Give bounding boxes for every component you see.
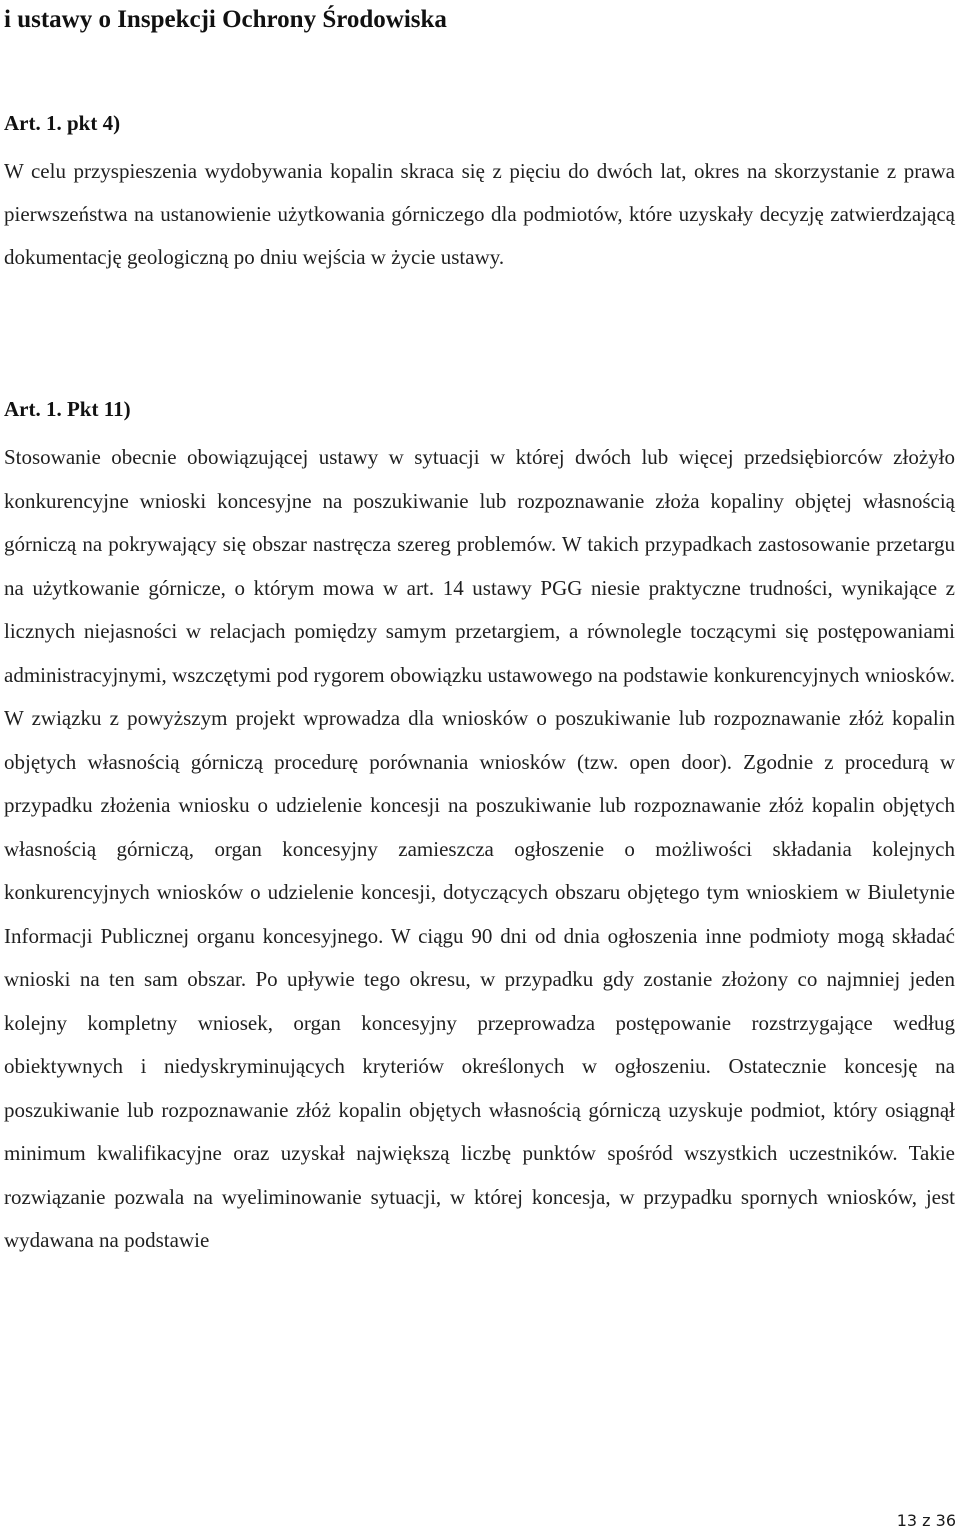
section-title-art-1-pkt-4: Art. 1. pkt 4) <box>4 111 121 135</box>
document-heading: i ustawy o Inspekcji Ochrony Środowiska <box>4 6 447 33</box>
section-paragraph-art-1-pkt-11: Stosowanie obecnie obowiązującej ustawy w sytuacji w której dwóch lub więcej przedsiębiorców złożyło konkurencyjne wnioski koncesyjne na poszukiwanie lub rozpoznawanie złoża kopaliny objętej własnością górniczą na pokrywający się obszar nastręcza szereg problemów. W takich przypadkach zastosowanie przetargu na użytkowanie górnicze, o którym mowa w art. 14 ustawy PGG niesie praktyczne trudności, wynikające z licznych niejasności w relacjach pomiędzy samym przetargiem, a równolegle toczącymi się postępowaniami administracyjnymi, wszczętymi pod rygorem obowiązku ustawowego na podstawie konkurencyjnych wniosków. W związku z powyższym projekt wprowadza dla wniosków o poszukiwanie lub rozpoznawanie złóż kopalin objętych własnością górniczą procedurę porównania wniosków (tzw. open door). Zgodnie z procedurą w przypadku złożenia wniosku o udzielenie koncesji na poszukiwanie lub rozpoznawanie złóż kopalin objętych własnością górniczą, organ koncesyjny zamieszcza ogłoszenie o możliwości składania kolejnych konkurencyjnych wniosków o udzielenie koncesji, dotyczących obszaru objętego tym wnioskiem w Biuletynie Informacji Publicznej organu koncesyjnego. W ciągu 90 dni od dnia ogłoszenia inne podmioty mogą składać wnioski na ten sam obszar. Po upływie tego okresu, w przypadku gdy zostanie złożony co najmniej jeden kolejny kompletny wniosek, organ koncesyjny przeprowadza postępowanie rozstrzygające według obiektywnych i niedyskryminujących kryteriów określonych w ogłoszeniu. Ostatecznie koncesję na poszukiwanie lub rozpoznawanie złóż kopalin objętych własnością górniczą uzyskuje podmiot, który osiągnął minimum kwalifikacyjne oraz uzyskał największą liczbę punktów spośród wszystkich uczestników. Takie rozwiązanie pozwala na wyeliminowanie sytuacji, w której koncesja, w przypadku spornych wniosków, jest wydawana na podstawie <box>4 445 955 1252</box>
page-number: 13 z 36 <box>896 1511 956 1530</box>
section-title-art-1-pkt-11: Art. 1. Pkt 11) <box>4 397 131 421</box>
section-paragraph-art-1-pkt-4: W celu przyspieszenia wydobywania kopalin skraca się z pięciu do dwóch lat, okres na skorzystanie z prawa pierwszeństwa na ustanowienie użytkowania górniczego dla podmiotów, które uzyskały decyzję zatwierdzającą dokumentację geologiczną po dniu wejścia w życie ustawy. <box>4 159 955 270</box>
